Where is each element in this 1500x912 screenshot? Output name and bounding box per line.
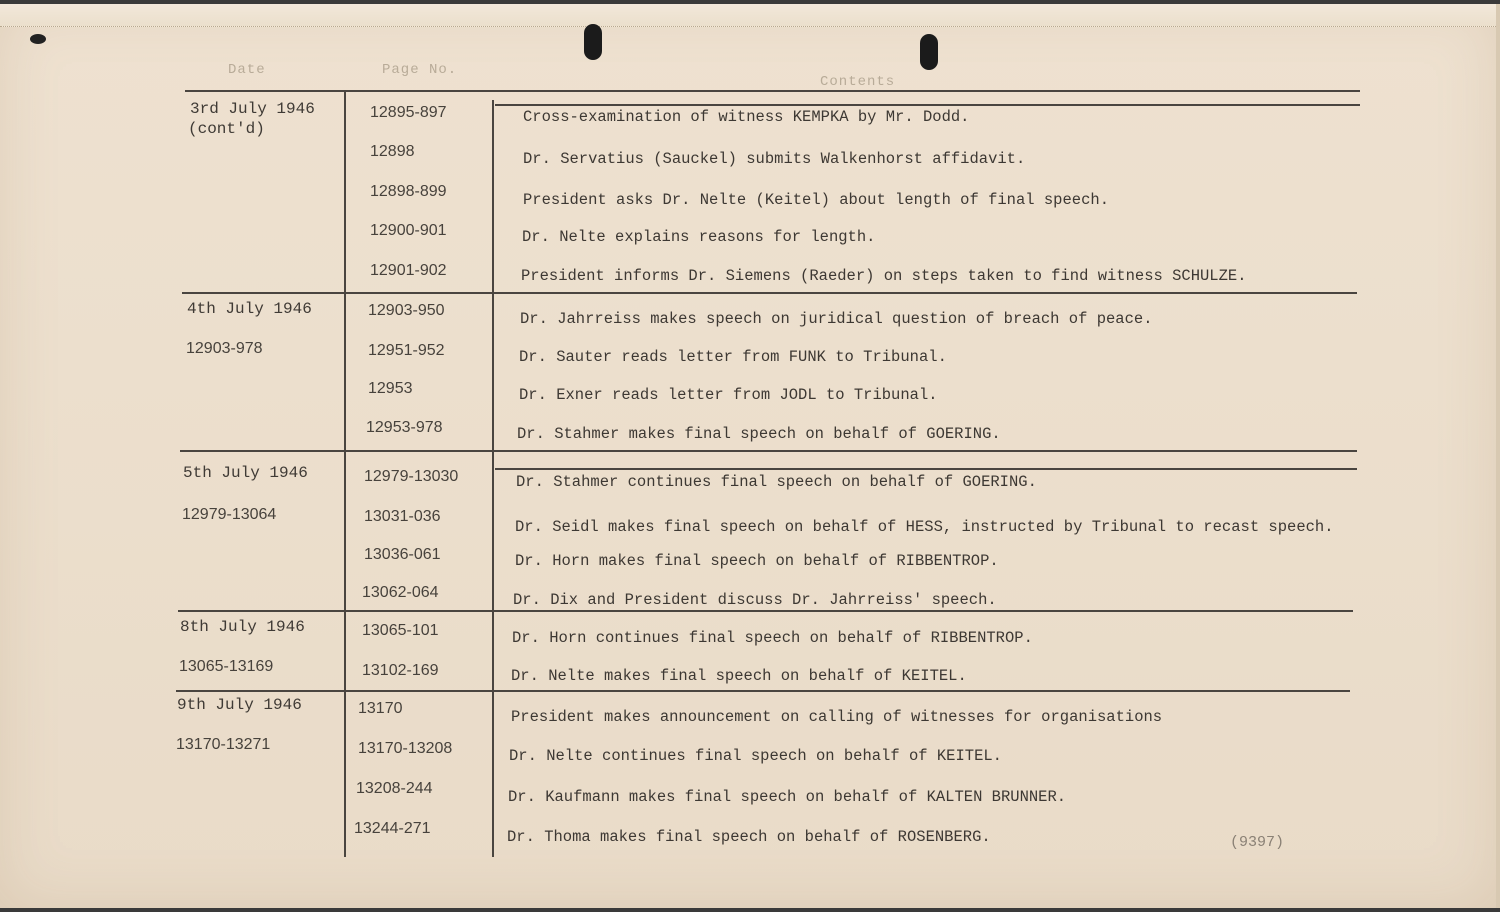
entry-content: Dr. Seidl makes final speech on behalf of HESS, instructed by Tribunal to recast speech.: [515, 518, 1334, 536]
entry-content: Dr. Jahrreiss makes speech on juridical question of breach of peace.: [520, 310, 1153, 328]
entry-content: Dr. Nelte makes final speech on behalf of KEITEL.: [511, 667, 967, 685]
group-date: 5th July 1946: [183, 464, 308, 482]
entry-page-no: 13102-169: [362, 662, 439, 679]
group-rule-1: [182, 292, 1357, 294]
group-subline: 13065-13169: [179, 658, 274, 675]
group-date: 4th July 1946: [187, 300, 312, 318]
entry-content: Dr. Exner reads letter from JODL to Tribunal.: [519, 386, 938, 404]
punch-hole-right: [920, 34, 938, 70]
group-subline: (cont'd): [188, 120, 265, 138]
group-date: 9th July 1946: [177, 696, 302, 714]
entry-content: Dr. Nelte continues final speech on behalf of KEITEL.: [509, 747, 1002, 765]
entry-page-no: 13170: [358, 700, 403, 717]
column-rule-date: [344, 92, 346, 857]
entry-page-no: 13244-271: [354, 820, 431, 837]
entry-page-no: 12953-978: [366, 419, 443, 436]
entry-page-no: 13031-036: [364, 508, 441, 525]
entry-content: Dr. Dix and President discuss Dr. Jahrreiss' speech.: [513, 591, 997, 609]
entry-page-no: 13170-13208: [358, 740, 453, 757]
entry-page-no: 12898: [370, 143, 415, 160]
ink-spot: [30, 34, 46, 44]
sheet-top-edge: [0, 4, 1496, 27]
entry-page-no: 12953: [368, 380, 413, 397]
entry-page-no: 12900-901: [370, 222, 447, 239]
header-date: Date: [228, 62, 266, 78]
header-contents: Contents: [820, 74, 896, 90]
entry-page-no: 13208-244: [356, 780, 433, 797]
entry-page-no: 12979-13030: [364, 468, 459, 485]
group-rule-2: [180, 450, 1357, 452]
page-number: (9397): [1230, 834, 1285, 851]
entry-page-no: 13062-064: [362, 584, 439, 601]
entry-page-no: 12951-952: [368, 342, 445, 359]
entry-content: President asks Dr. Nelte (Keitel) about length of final speech.: [523, 191, 1109, 209]
entry-page-no: 12895-897: [370, 104, 447, 121]
entry-content: Dr. Stahmer continues final speech on behalf of GOERING.: [516, 473, 1037, 491]
entry-page-no: 12898-899: [370, 183, 447, 200]
header-rule: [185, 90, 1360, 92]
group-subline: 12979-13064: [182, 506, 277, 523]
entry-content: Dr. Horn makes final speech on behalf of RIBBENTROP.: [515, 552, 999, 570]
entry-content: Dr. Kaufmann makes final speech on behalf of KALTEN BRUNNER.: [508, 788, 1067, 806]
contents-rule: [495, 104, 1360, 106]
entry-page-no: 12901-902: [370, 262, 447, 279]
entry-content: Dr. Nelte explains reasons for length.: [522, 228, 876, 246]
group-date: 3rd July 1946: [190, 100, 315, 118]
entry-content: Dr. Horn continues final speech on behalf of RIBBENTROP.: [512, 629, 1033, 647]
entry-content: Dr. Stahmer makes final speech on behalf of GOERING.: [517, 425, 1001, 443]
header-page-no: Page No.: [382, 62, 458, 78]
punch-hole-left: [584, 24, 602, 60]
group-rule-4: [176, 690, 1350, 692]
entry-content: Dr. Sauter reads letter from FUNK to Tribunal.: [519, 348, 947, 366]
entry-content: Dr. Servatius (Sauckel) submits Walkenhorst affidavit.: [523, 150, 1026, 168]
group-subline: 12903-978: [186, 340, 263, 357]
entry-page-no: 13065-101: [362, 622, 439, 639]
group-date: 8th July 1946: [180, 618, 305, 636]
entry-content: President informs Dr. Siemens (Raeder) on steps taken to find witness SCHULZE.: [521, 267, 1247, 285]
column-rule-page: [492, 100, 494, 857]
entry-page-no: 13036-061: [364, 546, 441, 563]
entry-content: President makes announcement on calling of witnesses for organisations: [511, 708, 1163, 726]
group-subline: 13170-13271: [176, 736, 271, 753]
document-sheet: [0, 4, 1500, 908]
entry-content: Cross-examination of witness KEMPKA by Mr. Dodd.: [523, 108, 970, 126]
entry-page-no: 12903-950: [368, 302, 445, 319]
group-rule-2b: [495, 468, 1357, 470]
group-rule-3: [178, 610, 1353, 612]
entry-content: Dr. Thoma makes final speech on behalf of ROSENBERG.: [507, 828, 991, 846]
